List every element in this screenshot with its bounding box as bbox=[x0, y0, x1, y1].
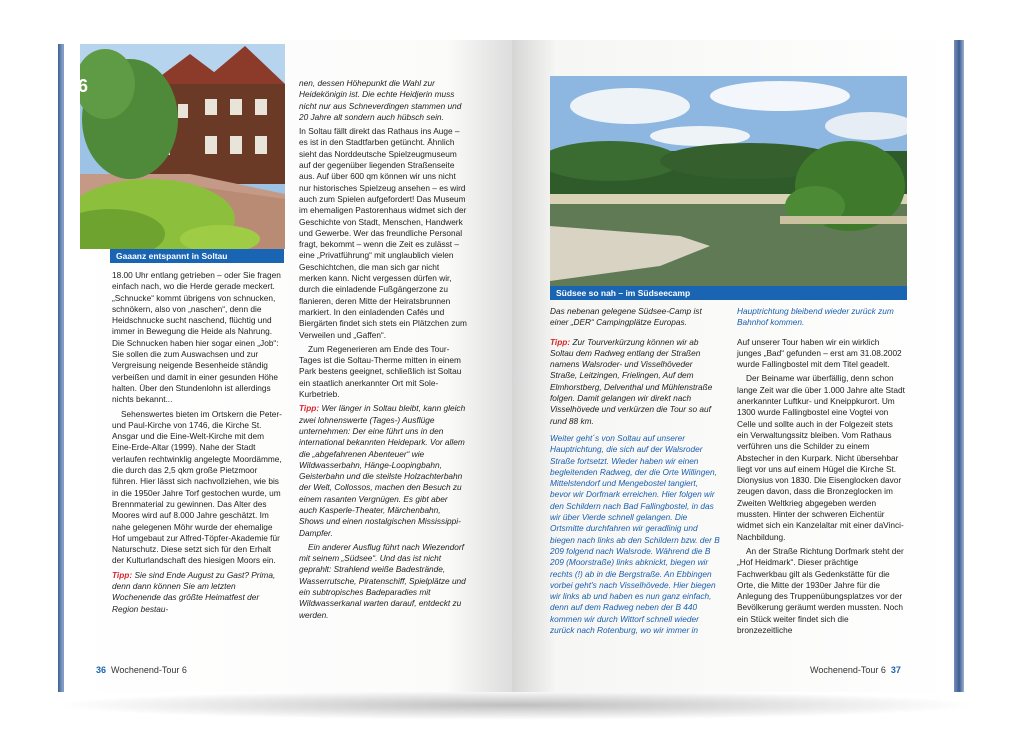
paragraph: An der Straße Richtung Dorfmark steht der „Hof Heidmark“. Dieser prächtige Fachwerkbau gilt als Gedenkstätte für die Orte, die Mitte der 1930er Jahre für die Anlegung des Truppenübungsplatzes vor der Bevölkerung geräumt werden mussten. Noch ein Stück weiter findet sich die bronzezeitliche bbox=[737, 545, 904, 636]
left-column-2 bbox=[299, 78, 467, 624]
tip-text: Wer länger in Soltau bleibt, kann gleich zwei lohnenswerte (Tages-) Ausflüge unternehmen: Der eine führt uns in den international bekannten Heidepark. Vor allem die „abgefahrenen Abenteuer“ wie Wildwasserbahn, Hänge-Loopingbahn, Geisterbahn und die steilste Holzachterbahn der Welt, Collossos, machen den Besuch zu einem rasanten Vergnügen. Es gibt aber auch Kasperle-Theater, Märchenbahn, Shows und einen nostalgischen Mississippi-Dampfer. bbox=[299, 403, 466, 538]
soltau-photo bbox=[80, 44, 285, 249]
right-image-caption: Südsee so nah – im Südseecamp bbox=[550, 286, 907, 300]
tip-text: Zur Tourverkürzung können wir ab Soltau dem Radweg entlang der Straßen namens Walsroder- und Visselhöveder Straße, Leitzingen, Frielingen, Auf dem Elmhorstberg, Delventhal und Mühlenstraße folgen. Damit gelangen wir direkt nach Visselhövede und verkürzen die Tour so auf rund 88 km. bbox=[550, 336, 713, 426]
paragraph: Der Beiname war überfällig, denn schon lange Zeit war die über 1.000 Jahre alte Stadt anerkannter Luftkur- und Kneippkurort. Um 1300 wurde Fallingbostel eine Vogtei von Celle und sollte auch in der Folgezeit stets ein Verwaltungssitz bleiben. Vom Rathaus verführen uns die Schilder zu einem Abstecher in den Kurpark. Nicht übersehbar liegt vor uns auf einem Hügel die Kirche St. Dionysius von 1830. Die Eisenglocken davor zeugen davon, dass die Bronzeglocken im Zweiten Weltkrieg abgegeben werden mussten. Hinter der schweren Eichentür widmet sich ein Kanzelaltar mit einer daVinci-Nachbildung. bbox=[737, 373, 905, 542]
tour-number-tab: 6 bbox=[78, 76, 89, 96]
book-shadow bbox=[50, 690, 980, 720]
left-column-1 bbox=[112, 270, 282, 618]
right-footer bbox=[810, 665, 901, 675]
right-column-1 bbox=[550, 306, 720, 639]
paragraph: Zum Regenerieren am Ende des Tour-Tages ist die Soltau-Therme mitten in einem Park bestens geeignet, schließlich ist Soltau ein staatlich anerkannter Ort mit Sole-Kurbetrieb. bbox=[299, 343, 462, 400]
image-description: Das nebenan gelegene Südsee-Camp ist einer „DER“ Campingplätze Europas. bbox=[550, 306, 702, 328]
tip-text: Sie sind Ende August zu Gast? Prima, denn dann können Sie am letzten Wochenende das größte Heimatfest der Region bestau- bbox=[112, 569, 276, 614]
footer-label: Wochenend-Tour 6 bbox=[810, 665, 886, 675]
left-footer bbox=[96, 665, 187, 675]
route-description: Weiter geht´s von Soltau auf unserer Hauptrichtung, die sich auf der Walsroder Straße fortsetzt. Wieder haben wir einen begleitenden Radweg, der die Orte Willingen, Mittelstendorf und Mengebostel tangiert, bevor wir Dorfmark erreichen. Hier folgen wir den Schildern nach Bad Fallingbostel, in das wir über Vierde schnell gelangen. Die Ortsmitte durchfahren wir geradlinig und biegen nach links ab den Schildern bzw. der B 209 folgend nach Walsrode. Während die B 209 (Moorstraße) links abknickt, biegen wir rechts (!) ab in die Bergstraße. An Ebbingen vorbei geht's nach Visselhövede. Hier biegen wir links ab und haben es nun ganz einfach, denn auf dem Radweg neben der B 440 kommen wir durch Wittorf schnell wieder zurück nach Rotenburg, wo wir immer in bbox=[550, 432, 720, 636]
paragraph: nen, dessen Höhepunkt die Wahl zur Heidekönigin ist. Die echte Heidjerin muss nicht nur aus Schneverdingen stammen und 20 Jahre alt sondern auch hübsch sein. bbox=[299, 78, 462, 122]
left-image-caption: Gaaanz entspannt in Soltau bbox=[110, 249, 284, 263]
tip-label: Tipp: bbox=[550, 336, 571, 347]
paragraph: 18.00 Uhr entlang getrieben – oder Sie fragen einfach nach, wo die Herde gerade meckert. „Schnucke“ kommt übrigens von schnucken, schnökern, also von „naschen“, denn die Heidschnucke sucht naschend, flüchtig und immer in Bewegung die Heide als Nahrung. Die Schnucken haben hier sogar einen „Job“: Sie sollen die zum Auswachsen und zur Vergreisung neigende Besenheide ständig verbeißen und damit in einer gesunden Höhe halten. Über den Stundenlohn ist allerdings nichts bekannt... bbox=[112, 270, 281, 405]
suedsee-photo bbox=[550, 76, 907, 286]
tip-label: Tipp: bbox=[299, 403, 320, 414]
paragraph: Sehenswertes bieten im Ortskern die Peter- und Paul-Kirche von 1746, die Kirche St. Ansgar und die Eine-Welt-Kirche mit dem Eine-Erde-Altar (1999). Nahe der Stadt verlaufen rechtwinklig angelegte Moordämme, die durch das 2,5 qkm große Pietzmoor führen. Hier lässt sich nachvollziehen, wie bis in die 1950er Jahre Torf gestochen wurde, um Brennmaterial zu gewinnen. Das Alter des Moores wird auf 8.000 Jahre geschätzt. Im nahe gelegenen Möhr wurde der ehemalige Hof umgebaut zur Alfred-Töpfer-Akademie für Naturschutz. Diese setzt sich für den Erhalt der Kulturlandschaft des hiesigen Moors ein. bbox=[112, 408, 282, 566]
route-description: Hauptrichtung bleibend wieder zurück zum Bahnhof kommen. bbox=[737, 306, 894, 328]
page-number: 37 bbox=[890, 665, 901, 675]
right-column-2 bbox=[737, 306, 905, 639]
paragraph: In Soltau fällt direkt das Rathaus ins Auge – es ist in den Stadtfarben getüncht. Ähnlich sieht das Norddeutsche Spielzeugmuseum auf der gegenüber liegenden Straßenseite aus. Auf über 600 qm können wir uns nicht nur historisches Spielzeug ansehen – es wird auch zum Spielen aufgefordert! Das Museum im ehemaligen Pastorenhaus widmet sich der Geschichte von Stadt, Menschen, Handwerk und Gewerbe. Wer das freundliche Personal fragt, bekommt – wenn die Zeit es zulässt – eine „Privatführung“ mit unglaublich vielen Geschichtchen, die man sich gar nicht merken kann. Nicht vergessen dürfen wir, durch die einladende Fußgängerzone zu flanieren, deren Mitte der Heiratsbrunnen markiert. In den einladenden Cafés und Biergärten findet sich stets ein Plätzchen zum Verweilen und „Gaffen“. bbox=[299, 126, 467, 340]
page-number: 36 bbox=[96, 665, 107, 675]
tip-label: Tipp: bbox=[112, 569, 133, 580]
tip-text: Ein anderer Ausflug führt nach Wiezendorf mit seinem „Südsee“. Und das ist nicht geprahlt: Strahlend weiße Badestrände, Wasserrutsche, Piratenschiff, Spielplätze und ein subtropisches Badeparadies mit Wildwasserkanal warten darauf, entdeckt zu werden. bbox=[299, 541, 466, 620]
footer-label: Wochenend-Tour 6 bbox=[111, 665, 187, 675]
paragraph: Auf unserer Tour haben wir ein wirklich junges „Bad“ gefunden – erst am 31.08.2002 wurde Fallingbostel mit dem Titel geadelt. bbox=[737, 336, 902, 370]
